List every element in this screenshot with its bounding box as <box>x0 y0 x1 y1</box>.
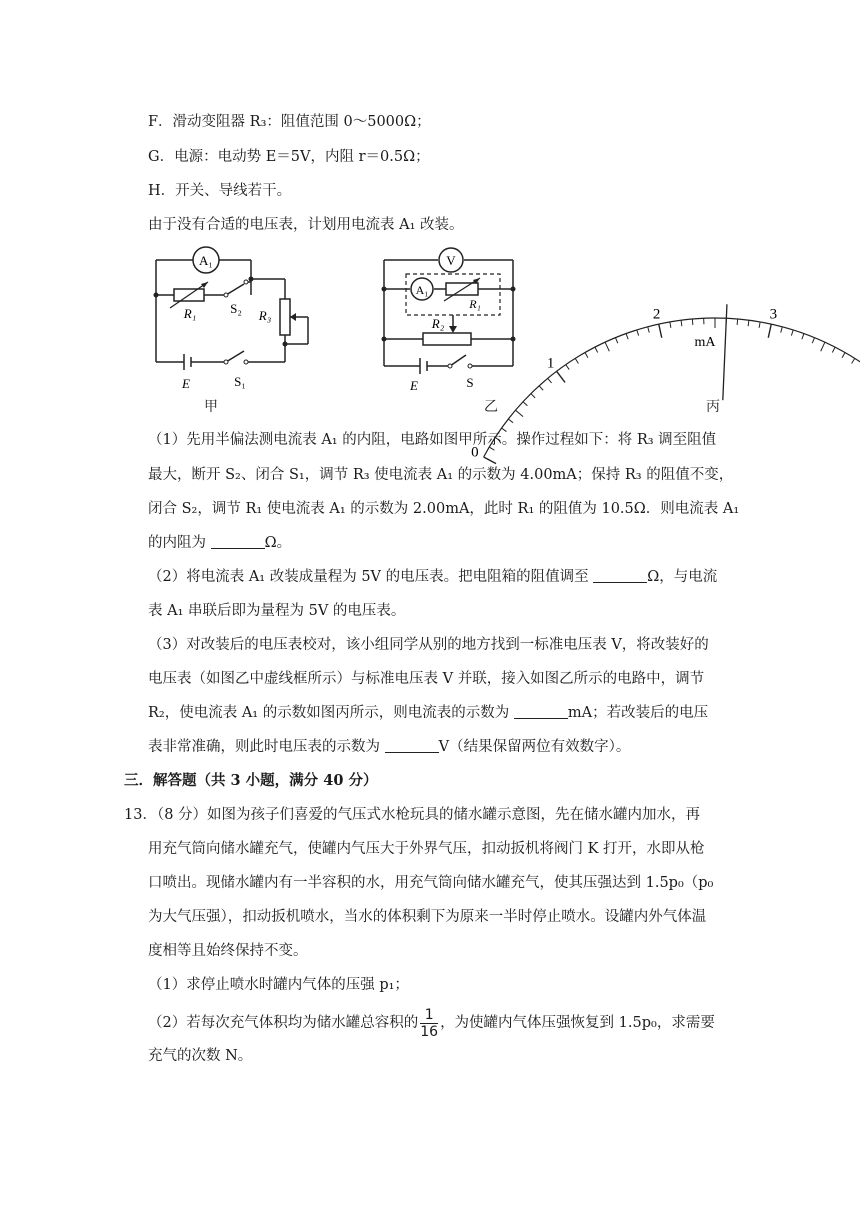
dial-tick <box>637 330 639 336</box>
label-s: S <box>466 375 474 390</box>
q3-line-4: 表非常准确，则此时电压表的示数为 V（结果保留两位有效数字）。 <box>148 739 631 755</box>
q13-sub-2: （2）若每次充气体积均为储水罐总容积的 $\frac{1}{16}$ ，为使罐内气体压强恢复到 1.5p₀，求需要 <box>148 1006 715 1040</box>
dial-tick <box>759 322 760 328</box>
dial-tick <box>670 322 671 328</box>
dial-tick <box>605 342 609 351</box>
q2-line-1: （2）将电流表 A₁ 改装成量程为 5V 的电压表。把电阻箱的阻值调至 Ω，与电流 <box>148 569 718 585</box>
answer-blank-4[interactable] <box>385 738 439 753</box>
label-a1: A₁ <box>199 253 213 268</box>
dial-tick <box>508 419 513 423</box>
dial-tick <box>566 365 569 370</box>
q13-line-1: 13．（8 分）如图为孩子们喜爱的气压式水枪玩具的储水罐示意图，先在储水罐内加水，再 <box>124 807 701 823</box>
dial-tick <box>575 358 578 363</box>
dial-tick <box>737 319 738 325</box>
dial-tick <box>626 334 628 340</box>
caption-yi: 乙 <box>484 399 498 415</box>
dial-tick <box>595 347 598 352</box>
text-line-intro: 由于没有合适的电压表，计划用电流表 A₁ 改装。 <box>148 217 464 233</box>
label-r1: R₁ <box>469 297 481 311</box>
label-r3: R₃ <box>258 308 272 323</box>
dial-tick <box>681 320 682 326</box>
label-v: V <box>446 253 456 268</box>
dial-tick <box>842 353 845 358</box>
q13-sub-3: 充气的次数 N。 <box>148 1048 253 1064</box>
label-r2: R₂ <box>431 316 445 331</box>
caption-jia: 甲 <box>204 399 218 415</box>
dial-tick <box>768 324 771 338</box>
dial-tick <box>781 327 783 333</box>
dial-tick <box>585 353 588 358</box>
q1-line-4: 的内阻为 Ω。 <box>148 535 292 551</box>
q13-line-5: 度相等且始终保持不变。 <box>148 943 308 959</box>
label-r1: R₁ <box>183 306 197 321</box>
label-a1: A₁ <box>415 283 429 297</box>
dial-tick <box>557 371 565 382</box>
q13-line-4: 为大气压强），扣动扳机喷水，当水的体积剩下为原来一半时停止喷水。设罐内外气体温 <box>148 909 707 925</box>
dial-tick-label: 0 <box>471 444 479 461</box>
section-heading: 三．解答题（共 3 小题，满分 40 分） <box>124 772 378 789</box>
dial-tick <box>523 402 527 406</box>
dial-tick <box>692 319 693 325</box>
dial-unit: mA <box>694 335 716 350</box>
dial-tick <box>515 410 523 416</box>
label-s1: S₁ <box>234 374 246 389</box>
answer-blank-1[interactable] <box>211 534 265 549</box>
q3-line-3: R₂，使电流表 A₁ 的示数如图丙所示，则电流表的示数为 mA；若改装后的电压 <box>148 705 709 721</box>
dial-tick <box>821 342 825 351</box>
dial-tick <box>832 347 835 352</box>
dial-tick <box>812 338 814 344</box>
answer-blank-3[interactable] <box>514 704 568 719</box>
q3-line-1: （3）对改装后的电压表校对，该小组同学从别的地方找到一标准电压表 V，将改装好的 <box>148 637 709 653</box>
text-line-h: H．开关、导线若干。 <box>148 183 292 199</box>
q13-line-2: 用充气筒向储水罐充气，使罐内气压大于外界气压，扣动扳机将阀门 K 打开，水即从枪 <box>148 841 705 857</box>
q1-line-1: （1）先用半偏法测电流表 A₁ 的内阻，电路如图甲所示。操作过程如下：将 R₃ 调至阻值 <box>148 432 717 448</box>
dial-tick <box>531 394 535 398</box>
q13-line-3: 口喷出。现储水罐内有一半容积的水，用充气筒向储水罐充气，使其压强达到 1.5p₀（p₀ <box>148 875 714 891</box>
figure-yi-circuit <box>378 244 528 394</box>
caption-bing: 丙 <box>706 399 720 415</box>
dial-tick-label: 3 <box>769 306 778 323</box>
label-e: E <box>182 376 190 391</box>
q1-line-3: 闭合 S₂，调节 R₁ 使电流表 A₁ 的示数为 2.00mA，此时 R₁ 的阻值为 10.5Ω．则电流表 A₁ <box>148 501 740 517</box>
dial-tick <box>852 358 855 363</box>
q13-sub-1: （1）求停止喷水时罐内气体的压强 p₁； <box>148 977 409 993</box>
dial-tick <box>802 334 804 340</box>
fraction: $\frac{1}{16}$ <box>420 1006 439 1040</box>
dial-tick <box>539 386 543 390</box>
q2-line-2: 表 A₁ 串联后即为量程为 5V 的电压表。 <box>148 603 406 619</box>
text-line-g: G．电源：电动势 E＝5V，内阻 r＝0.5Ω； <box>148 149 430 165</box>
answer-blank-2[interactable] <box>593 568 647 583</box>
dial-tick <box>548 378 552 383</box>
dial-tick <box>648 327 650 333</box>
label-e: E <box>410 378 418 393</box>
dial-tick <box>748 320 749 326</box>
dial-tick <box>484 457 496 464</box>
q1-line-2: 最大，断开 S₂、闭合 S₁，调节 R₃ 使电流表 A₁ 的示数为 4.00mA；保持 R₃ 的阻值不变， <box>148 467 734 483</box>
figure-jia-circuit <box>148 244 338 394</box>
text-line-f: F．滑动变阻器 R₃：阻值范围 0～5000Ω； <box>148 114 431 130</box>
q3-line-2: 电压表（如图乙中虚线框所示）与标准电压表 V 并联，接入如图乙所示的电路中，调节 <box>148 671 705 687</box>
dial-tick-label: 2 <box>652 306 661 323</box>
dial-tick-label: 1 <box>546 355 555 372</box>
dial-tick <box>791 330 793 336</box>
dial-tick <box>659 324 662 338</box>
dial-tick <box>615 338 617 344</box>
label-s2: S₂ <box>230 301 242 316</box>
